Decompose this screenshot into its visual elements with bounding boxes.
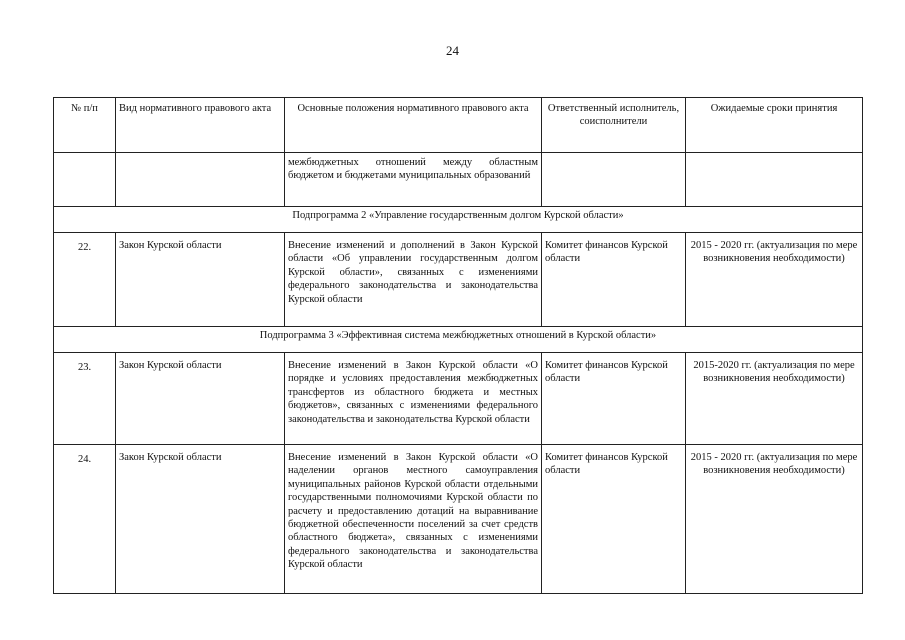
cell-responsible [542,153,686,207]
table-row [54,445,863,594]
cell-responsible: Комитет финансов Курской области [542,445,686,594]
cell-responsible: Комитет финансов Курской области [542,233,686,327]
cell-act-type: Закон Курской области [116,353,285,445]
table-header-row [54,98,863,153]
table-row [54,233,863,327]
cell-act-type: Закон Курской области [116,233,285,327]
header-num: № п/п [54,98,116,153]
subprogram-3-title: Подпрограмма 3 «Эффективная система межбюджетных отношений в Курской области» [54,327,863,353]
header-responsible: Ответственный исполнитель, соисполнители [542,98,686,153]
cell-provisions: межбюджетных отношений между областным бюджетом и бюджетами муниципальных образований [285,153,542,207]
page-number: 24 [446,43,459,58]
cell-provisions: Внесение изменений и дополнений в Закон Курской области «Об управлении государственным долгом Курской области», связанных с изменениями федерального законодательства и законодательства Курской области [285,233,542,327]
cell-provisions: Внесение изменений в Закон Курской области «О наделении органов местного самоуправления муниципальных районов Курской области отдельными государственными полномочиями Курской области по расчету и предоставлению дотаций на выравнивание бюджетной обеспеченности поселений за счет средств областного бюджета», связанных с изменениями федерального законодательства и законодательства Курской области [285,445,542,594]
cell-deadline: 2015 - 2020 гг. (актуализация по мере возникновения необходимости) [686,445,863,594]
cell-deadline: 2015-2020 гг. (актуализация по мере возникновения необходимости) [686,353,863,445]
cell-num: 24. [54,445,116,594]
subprogram-row [54,327,863,353]
header-act-type: Вид нормативного правового акта [116,98,285,153]
cell-num [54,153,116,207]
cell-responsible: Комитет финансов Курской области [542,353,686,445]
cell-act-type: Закон Курской области [116,445,285,594]
header-deadline: Ожидаемые сроки принятия [686,98,863,153]
cell-act-type [116,153,285,207]
cell-deadline: 2015 - 2020 гг. (актуализация по мере возникновения необходимости) [686,233,863,327]
cell-num: 22. [54,233,116,327]
cell-deadline [686,153,863,207]
table-row-continuation [54,153,863,207]
subprogram-2-title: Подпрограмма 2 «Управление государственным долгом Курской области» [54,207,863,233]
header-provisions: Основные положения нормативного правового акта [285,98,542,153]
cell-num: 23. [54,353,116,445]
cell-provisions: Внесение изменений в Закон Курской области «О порядке и условиях предоставления межбюджетных трансфертов из областного бюджета и местных бюджетов», связанных с изменениями федерального законодательства и законодательства Курской области [285,353,542,445]
table-row [54,353,863,445]
legal-acts-table [53,97,863,594]
subprogram-row [54,207,863,233]
